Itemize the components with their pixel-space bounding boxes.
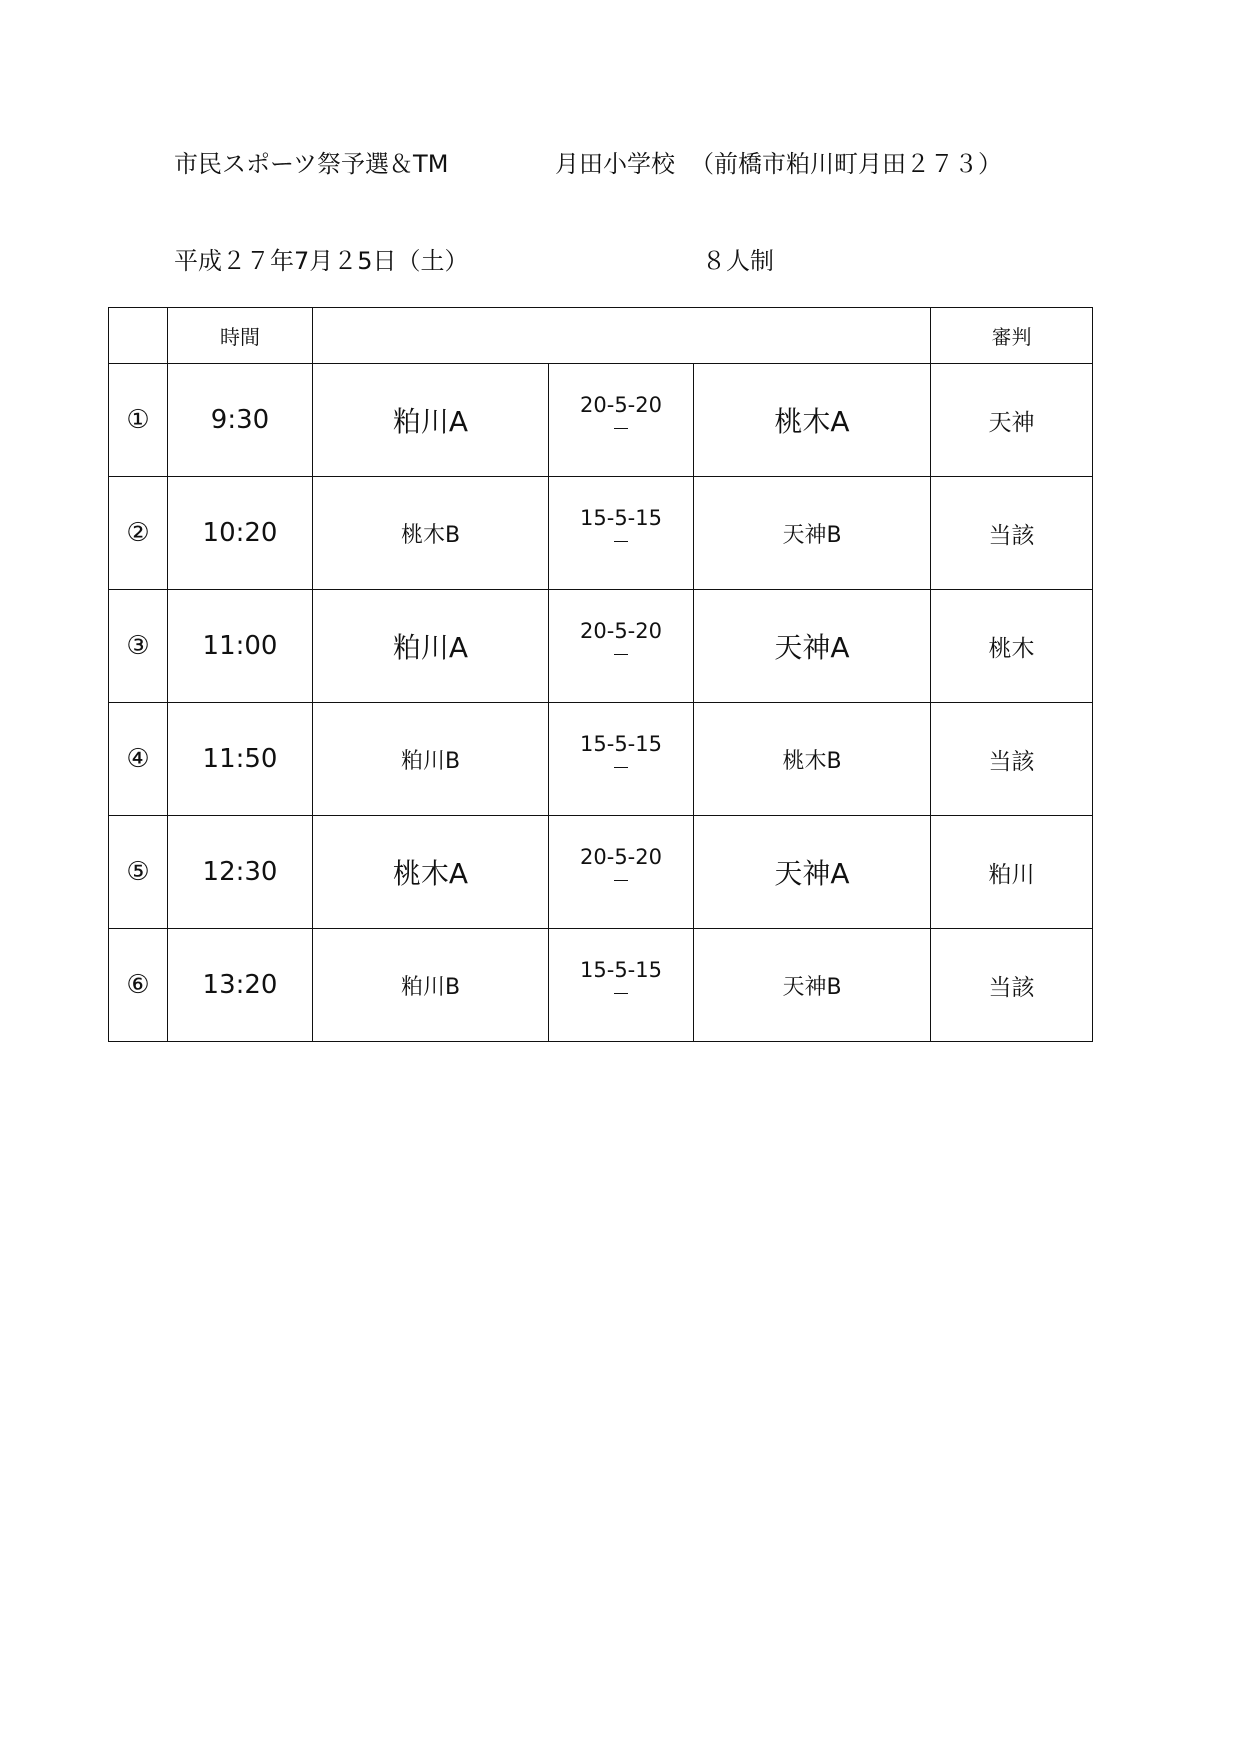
team-away: 桃木A [694, 364, 931, 477]
team-away: 桃木B [694, 703, 931, 816]
team-home: 桃木A [313, 816, 549, 929]
score-dash [614, 767, 628, 768]
match-duration [549, 816, 694, 929]
team-home: 粕川A [313, 364, 549, 477]
duration-text: 20-5-20 [580, 619, 662, 643]
match-number: ⑤ [109, 816, 168, 929]
header-referee: 審判 [931, 308, 1093, 364]
match-format: ８人制 [702, 247, 774, 275]
header-time: 時間 [168, 308, 313, 364]
match-time: 12:30 [168, 816, 313, 929]
table-row [109, 929, 1093, 1042]
referee: 桃木 [931, 590, 1093, 703]
duration-text: 15-5-15 [580, 732, 662, 756]
venue-address: （前橋市粕川町月田２７３） [690, 150, 1002, 178]
referee: 当該 [931, 703, 1093, 816]
team-away: 天神B [694, 477, 931, 590]
match-duration [549, 590, 694, 703]
table-row [109, 477, 1093, 590]
duration-text: 15-5-15 [580, 958, 662, 982]
match-duration [549, 929, 694, 1042]
table-header-row [109, 308, 1093, 364]
team-away: 天神A [694, 816, 931, 929]
table-row [109, 703, 1093, 816]
match-time: 11:50 [168, 703, 313, 816]
match-number: ④ [109, 703, 168, 816]
match-duration [549, 364, 694, 477]
table-row [109, 590, 1093, 703]
header-number [109, 308, 168, 364]
team-away: 天神A [694, 590, 931, 703]
duration-text: 20-5-20 [580, 393, 662, 417]
match-time: 9:30 [168, 364, 313, 477]
match-time: 10:20 [168, 477, 313, 590]
match-time: 13:20 [168, 929, 313, 1042]
referee: 当該 [931, 477, 1093, 590]
match-duration [549, 703, 694, 816]
match-date: 平成２７年7月２5日（土） [174, 247, 469, 275]
referee: 粕川 [931, 816, 1093, 929]
team-home: 粕川A [313, 590, 549, 703]
match-time: 11:00 [168, 590, 313, 703]
score-dash [614, 428, 628, 429]
team-home: 粕川B [313, 703, 549, 816]
venue-name: 月田小学校 [555, 150, 675, 178]
match-number: ⑥ [109, 929, 168, 1042]
team-away: 天神B [694, 929, 931, 1042]
score-dash [614, 541, 628, 542]
referee: 天神 [931, 364, 1093, 477]
event-title: 市民スポーツ祭予選＆TM [174, 150, 449, 178]
header-match [313, 308, 931, 364]
team-home: 桃木B [313, 477, 549, 590]
match-number: ② [109, 477, 168, 590]
match-duration [549, 477, 694, 590]
match-number: ① [109, 364, 168, 477]
score-dash [614, 993, 628, 994]
team-home: 粕川B [313, 929, 549, 1042]
score-dash [614, 880, 628, 881]
referee: 当該 [931, 929, 1093, 1042]
table-row [109, 816, 1093, 929]
score-dash [614, 654, 628, 655]
match-number: ③ [109, 590, 168, 703]
duration-text: 20-5-20 [580, 845, 662, 869]
duration-text: 15-5-15 [580, 506, 662, 530]
table-row [109, 364, 1093, 477]
schedule-table [108, 307, 1093, 1042]
